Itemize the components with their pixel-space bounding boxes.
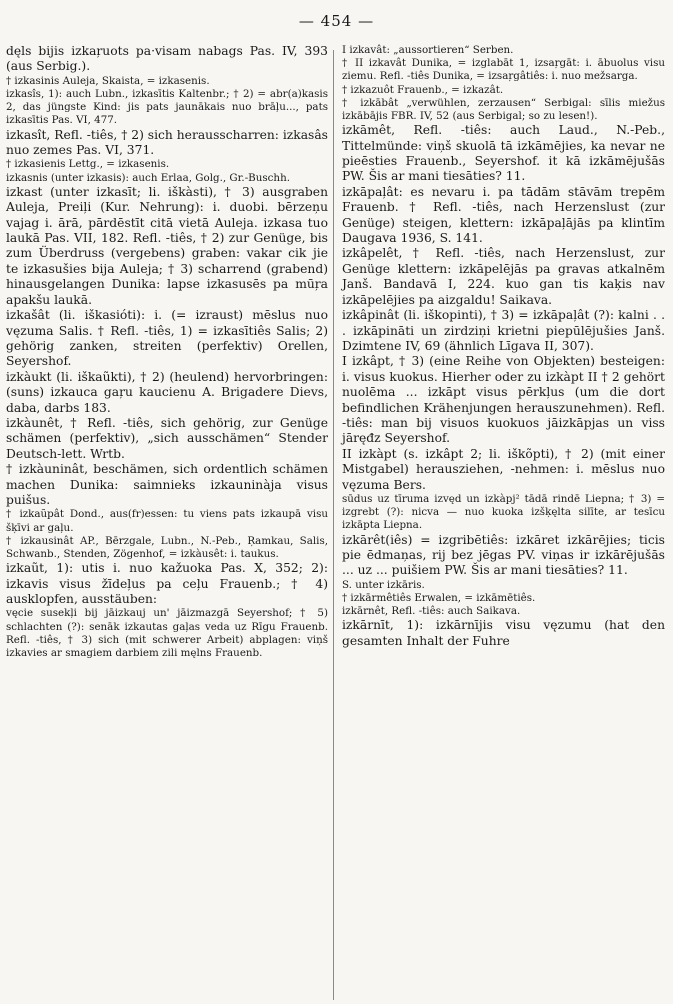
dictionary-entry: izkasîs, 1): auch Lubn., izkasītis Kaltenbr.; † 2) = abr(a)kasis 2, das jüngste Kind: jis pats jaunākais nuo brāļu..., pats izkasītis Pas. VI, 477. xyxy=(6,88,328,127)
dictionary-entry: † izkazuôt Frauenb., = izkazât. xyxy=(342,83,504,96)
dictionary-entry: izkâpelêt, † Refl. -tiês, nach Herzenslust, zur Genüge klettern: izkāpelējās pa gravas atkalnēm Janš. Bandavā I, 224. kuo gan tis kaķis nav izkāpelējies pa aizgaldu! Saikava. xyxy=(342,246,665,307)
dictionary-entry: † izkasinis Auleja, Skaista, = izkasenis. xyxy=(6,74,210,87)
dictionary-entry: izkaũt, 1): utis i. nuo kažuoka Pas. X, 352; 2): izkavis visus žīdeļus pa ceļu Frauenb.; † 4) ausklopfen, ausstäuben: xyxy=(6,561,328,606)
dictionary-entry: izkārêt(iês) = izgribētiês: izkāret izkārējies; ticis pie ēdmaņas, rij bez jēgas PV. viņas ir izkārējušās ... uz ... puišiem PW. Šis ar mani tiesāties? 11. xyxy=(342,532,665,578)
dictionary-entry: † izkārmêtiês Erwalen, = izkāmētiês. xyxy=(342,592,536,604)
dictionary-entry: izkārnêt, Refl. -tiês: auch Saikava. xyxy=(342,605,521,618)
column-divider xyxy=(333,50,334,1000)
dictionary-entry: † izkàuninât, beschämen, sich ordentlich schämen machen Dunika: saimnieks izkauninàja visus puišus. xyxy=(6,462,328,507)
page-number: — 454 — xyxy=(298,12,375,30)
dictionary-entry: izkašât (li. iškasióti): i. (= izraust) mēslus nuo vęzuma Salis. † Refl. -tiês, 1) = izkasītiês Salis; 2) gehörig zanken, streiten (perfektiv) Orellen, Seyershof. xyxy=(6,308,328,369)
dictionary-entry: † izkasienis Lettg., = izkasenis. xyxy=(6,158,170,171)
dictionary-entry: I izkâpt, † 3) (eine Reihe von Objekten) besteigen: i. visus kuokus. Hierher oder zu izkàpt II † 2 gehört nuolēma ... izkāpt visus pērkļus (um die dort befindlichen Krähenjungen herauszunehmen). Refl. -tiês: man bij visuos kuokuos jāizkāpjas un viss jāręđz Seyershof. xyxy=(342,354,665,446)
dictionary-entry: izkàunêt, † Refl. -tiês, sich gehörig, zur Genüge schämen (perfektiv), „sich ausschämen“ Stender Deutsch-lett. Wrtb. xyxy=(6,415,328,461)
dictionary-entry: izkâpinât (li. iškopinti), † 3) = izkāpaļât (?): kalni . . . izkāpināti un zirdziņi krietni piepūlējušies Janš. Dzimtene IV, 69 (ähnlich Līgava II, 307). xyxy=(342,308,665,353)
dictionary-entry: izkasît, Refl. -tiês, † 2) sich herausscharren: izkasâs nuo zemes Pas. VI, 371. xyxy=(6,127,328,158)
dictionary-entry: II izkàpt (s. izkâpt 2; li. iškõpti), † 2) (mit einer Mistgabel) herausziehen, -nehmen: i. mēslus nuo vęzuma Bers. xyxy=(342,446,665,492)
dictionary-entry: izkārnīt, 1): izkārnījis visu vęzumu (hat den gesamten Inhalt der Fuhre xyxy=(342,618,665,648)
dictionary-entry: izkāpaļât: es nevaru i. pa tādām stāvām trepēm Frauenb. † Refl. -tiês, nach Herzenslust (zur Genüge) steigen, klettern: izkāpaļājās pa klintīm Daugava 1936, S. 141. xyxy=(342,184,665,246)
dictionary-entry: dęls bijis izkaŗuots pa·visam nabags Pas. IV, 393 (aus Serbig.). xyxy=(6,44,328,74)
dictionary-entry: izkāmêt, Refl. -tiês: auch Laud., N.-Peb., Tittelmünde: viņš skuolā tā izkāmējies, ka nevar ne pieēsties Frauenb., Seyershof. it kā izkāmējušās PW. Šis ar mani tiesāties? 11. xyxy=(342,123,665,184)
dictionary-entry: vęcie susekļi bij jāizkauj un' jāizmazgā Seyershof; † 5) schlachten (?): senāk izkautas gaļas veda uz Rīgu Frauenb. Refl. -tiês, † 3) sich (mit schwerer Arbeit) abplagen: viņš izkavies ar smagiem darbiem zili męlns Frauenb. xyxy=(6,607,328,660)
dictionary-entry: † izkausinât AP., Bērzgale, Lubn., N.-Peb., Ŗamkau, Salis, Schwanb., Stenden, Zögenhof, = izkàusêt: i. taukus. xyxy=(6,534,328,560)
dictionary-entry: izkasnis (unter izkasis): auch Erlaa, Golg., Gr.-Buschh. xyxy=(6,171,290,184)
dictionary-entry: I izkavât: „aussortieren“ Serben. xyxy=(342,44,514,56)
dictionary-entry: izkast (unter izkasīt; li. iškàsti), † 3) ausgraben Auleja, Preiļi (Kur. Nehrung): i. duobi. bērzeņu vajag i. ārā, pārdēstīt citā vietā Auleja. izkasa tuo laukā Pas. VII, 182. Refl. -tiês, † 2) zur Genüge, bis zum Überdruss (vergebens) graben: vakar cik jie te izkasušies bija Auleja; † 3) scharrend (grabend) hinausgelangen Dunika: lapse izkasusēs pa mūŗa apakšu laukā. xyxy=(6,184,328,307)
dictionary-entry: izkàukt (li. iškaũkti), † 2) (heulend) hervorbringen: (suns) izkauca gaŗu kaucienu A. Brigadere Dievs, daba, darbs 183. xyxy=(6,369,328,415)
dictionary-entry: † izkaũpât Dond., aus(fr)essen: tu viens pats izkaupā visu šķīvi ar gaļu. xyxy=(6,508,328,534)
dictionary-entry: † izkābât „verwühlen, zerzausen“ Serbigal: sīlis miežus izkābājis FBR. IV, 52 (aus Serbigal; so zu lesen!). xyxy=(342,96,665,123)
dictionary-entry: S. unter izkāris. xyxy=(342,578,425,591)
dictionary-entry: † II izkavât Dunika, = izglabāt 1, izsaŗgāt: i. ābuolus visu ziemu. Refl. -tiês Dunika, = izsaŗgâtiês: i. nuo mežsarga. xyxy=(342,57,665,83)
left-column xyxy=(6,44,328,660)
dictionary-entry: sūdus uz tīruma izvęd un izkàpj² tādā rindē Liepna; † 3) = izgrebt (?): nicva — nuo kuoka izšķęlta silīte, ar tesīcu izkāpta Liepna. xyxy=(342,492,665,532)
right-column xyxy=(342,44,665,649)
